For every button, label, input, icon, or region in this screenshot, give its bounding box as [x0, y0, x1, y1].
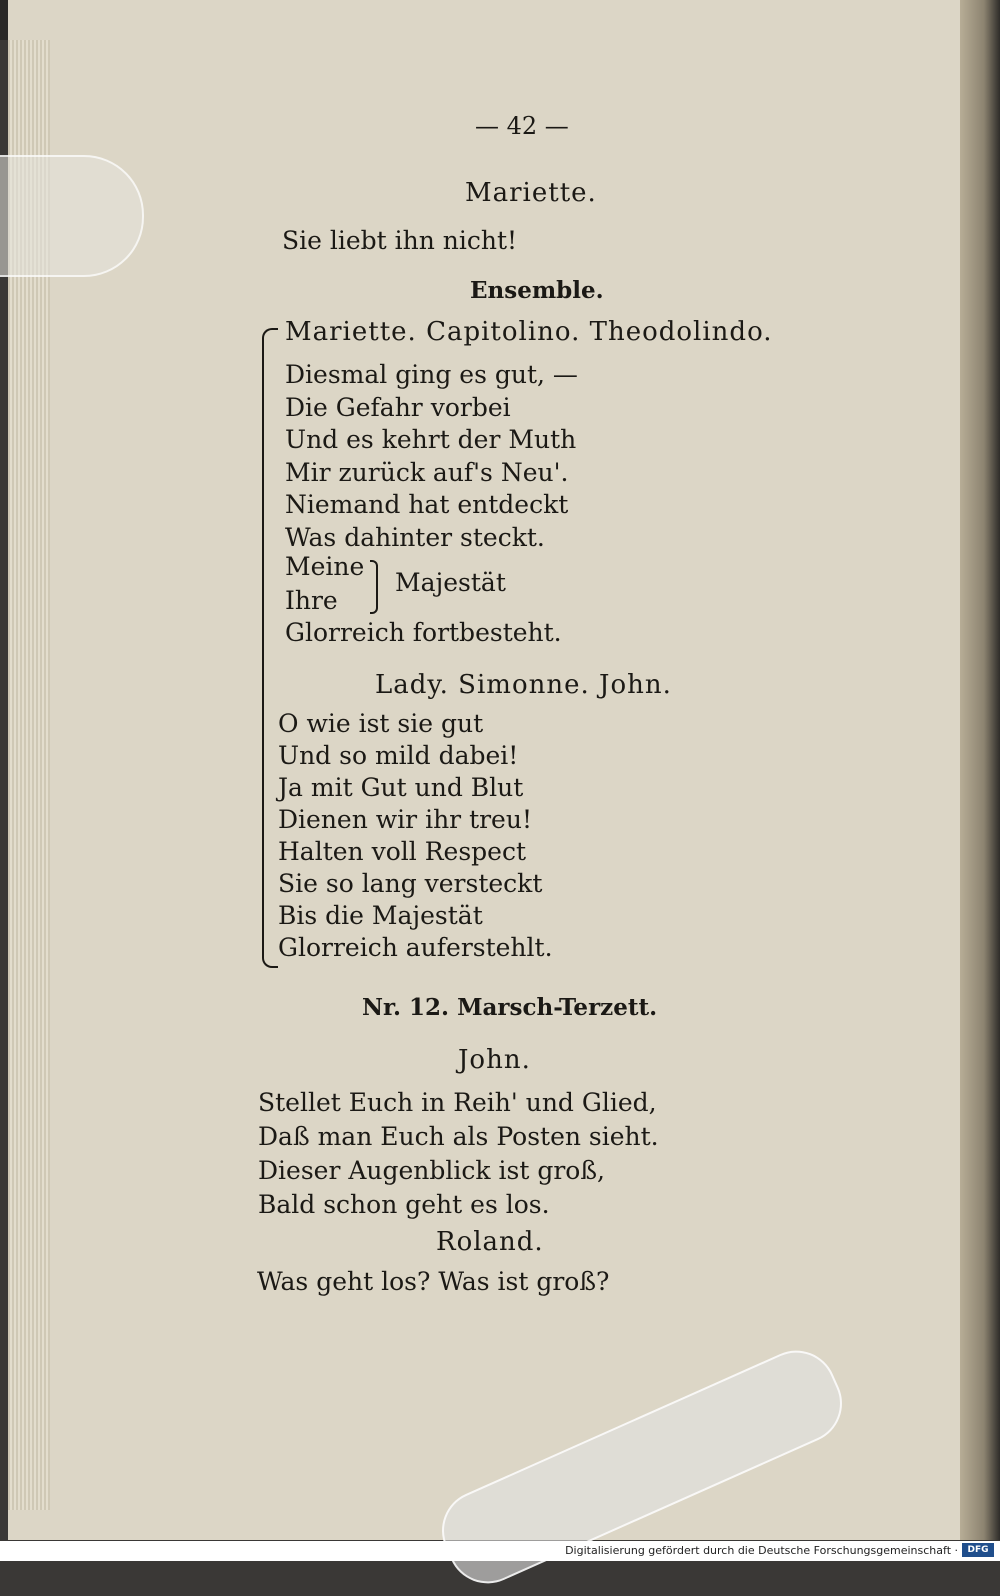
verse-line: Daß man Euch als Posten sieht. [258, 1122, 659, 1151]
verse-line-meine: Meine [285, 552, 365, 581]
speaker-john: John. [458, 1045, 531, 1075]
verse-line: O wie ist sie gut [278, 709, 484, 738]
verse-line: Diesmal ging es gut, — [285, 360, 578, 389]
small-brace [370, 560, 378, 614]
verse-line: Dieser Augenblick ist groß, [258, 1156, 605, 1185]
verse-line: Was dahinter steckt. [285, 522, 545, 552]
verse-line: Ja mit Gut und Blut [278, 773, 524, 802]
verse-line: Bald schon geht es los. [258, 1190, 550, 1219]
dfg-logo: DFG [962, 1543, 994, 1557]
verse-line: Halten voll Respect [278, 837, 526, 866]
verse-line-majestaet: Majestät [395, 568, 506, 597]
verse-line: Was geht los? Was ist groß? [257, 1267, 610, 1296]
verse-line-ihre: Ihre [285, 586, 338, 615]
verse-line: Sie so lang versteckt [278, 869, 543, 898]
verse-line: Dienen wir ihr treu! [278, 805, 533, 834]
verse-line: Glorreich fortbesteht. [285, 618, 562, 647]
verse-line: Und so mild dabei! [278, 741, 519, 770]
speakers-group-2: Lady. Simonne. John. [375, 670, 672, 700]
speaker-roland: Roland. [436, 1227, 544, 1257]
heading-ensemble: Ensemble. [470, 277, 604, 304]
speaker-mariette: Mariette. [465, 178, 597, 208]
footer-credit: Digitalisierung gefördert durch die Deutsche Forschungsgemeinschaft · [565, 1544, 958, 1557]
book-right-edge [960, 0, 1000, 1540]
verse-line: Die Gefahr vorbei [285, 392, 511, 422]
number-heading: Nr. 12. Marsch-Terzett. [362, 994, 658, 1021]
verse-line: Stellet Euch in Reih' und Glied, [258, 1088, 657, 1117]
verse-line: Glorreich auferstehlt. [278, 933, 553, 962]
verse-line: Sie liebt ihn nicht! [282, 226, 518, 255]
verse-line: Mir zurück auf's Neu'. [285, 457, 569, 487]
verse-line: Und es kehrt der Muth [285, 425, 577, 454]
ensemble-brace [262, 328, 278, 968]
speakers-group-1: Mariette. Capitolino. Theodolindo. [285, 317, 773, 347]
page-number: — 42 — [475, 112, 569, 140]
page-clip-top [0, 155, 144, 277]
verse-line: Bis die Majestät [278, 901, 483, 930]
verse-line: Niemand hat entdeckt [285, 490, 569, 519]
